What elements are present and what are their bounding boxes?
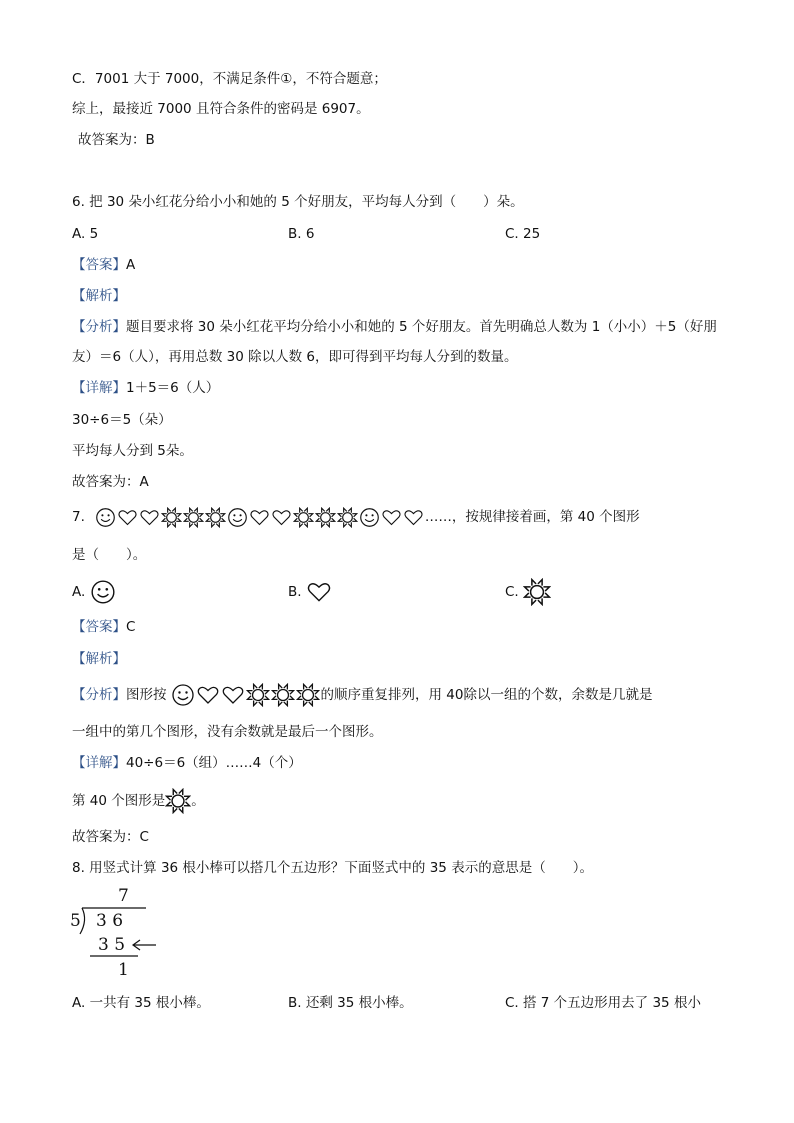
text-line: 故答案为：B: [78, 132, 155, 148]
detail-text: 。: [191, 793, 205, 809]
quotient: 7: [118, 886, 129, 906]
option-label: B.: [288, 584, 302, 600]
smiley-icon: [359, 507, 380, 528]
smiley-icon: [227, 507, 248, 528]
fenxi-text: 的顺序重复排列，用 40除以一组的个数，余数是几就是: [320, 687, 653, 703]
detail-line: 30÷6＝5（朵）: [72, 412, 172, 428]
answer-line: [72, 618, 135, 636]
heart-icon: [221, 683, 245, 707]
question-7-line2: 是（ ）。: [72, 547, 147, 563]
option-label: C.: [505, 584, 519, 600]
answer-line: [72, 256, 135, 274]
detail-text: 第 40 个图形是: [72, 793, 166, 809]
text-line: 综上，最接近 7000 且符合条件的密码是 6907。: [72, 101, 370, 117]
figure-sequence: [95, 505, 425, 529]
sun-icon: [161, 507, 182, 528]
heart-icon: [271, 507, 292, 528]
analysis-tag: 【解析】: [72, 288, 126, 304]
heart-icon: [196, 683, 220, 707]
analysis-line: 友）＝6（人），再用总数 30 除以人数 6，即可得到平均每人分到的数量。: [72, 349, 518, 365]
product: 3 5: [98, 935, 126, 955]
detail-line: [72, 788, 205, 814]
option-a: A. 一共有 35 根小棒。: [72, 995, 210, 1011]
heart-icon: [117, 507, 138, 528]
smiley-icon: [171, 683, 195, 707]
option-label: A.: [72, 584, 86, 600]
option-c: [505, 578, 551, 606]
analysis-line: [72, 318, 717, 336]
option-c: C. 搭 7 个五边形用去了 35 根小: [505, 995, 701, 1011]
analysis-tag: 【解析】: [72, 651, 126, 667]
text-line: C．7001 大于 7000，不满足条件①，不符合题意；: [72, 71, 387, 87]
fenxi-text: 题目要求将 30 朵小红花平均分给小小和她的 5 个好朋友。首先明确总人数为 1（小小）＋5（好朋: [126, 319, 717, 335]
option-a: A. 5: [72, 226, 99, 242]
detail-tag: 【详解】: [72, 380, 126, 396]
detail-tag: 【详解】: [72, 755, 126, 771]
answer-value: C: [126, 619, 136, 635]
fenxi-tag: 【分析】: [72, 687, 126, 703]
analysis-line: 一组中的第几个图形，没有余数就是最后一个图形。: [72, 724, 383, 740]
final-answer: 故答案为：C: [72, 829, 149, 845]
question-7: [72, 505, 640, 529]
heart-icon: [381, 507, 402, 528]
answer-tag: 【答案】: [72, 619, 126, 635]
option-b: [288, 578, 332, 606]
answer-tag: 【答案】: [72, 257, 126, 273]
question-8: 8. 用竖式计算 36 根小棒可以搭几个五边形？下面竖式中的 35 表示的意思是（ ）。: [72, 860, 593, 876]
detail-line: [72, 754, 302, 772]
heart-icon: [403, 507, 424, 528]
option-c: C. 25: [505, 226, 541, 242]
heart-icon: [139, 507, 160, 528]
question-number: 7.: [72, 509, 85, 525]
heart-icon: [306, 579, 332, 605]
answer-value: A: [126, 257, 136, 273]
divisor: 5: [70, 911, 81, 931]
detail-text: 40÷6＝6（组）……4（个）: [126, 755, 302, 771]
sun-icon: [271, 683, 295, 707]
smiley-icon: [90, 579, 116, 605]
question-6: 6. 把 30 朵小红花分给小小和她的 5 个好朋友，平均每人分到（ ）朵。: [72, 194, 524, 210]
sun-icon: [315, 507, 336, 528]
fenxi-text: 图形按: [126, 687, 167, 703]
fenxi-tag: 【分析】: [72, 319, 126, 335]
final-answer: 故答案为：A: [72, 474, 149, 490]
sun-icon: [165, 788, 191, 814]
detail-line: [72, 379, 219, 397]
analysis-line: [72, 683, 652, 707]
long-division: [68, 884, 168, 984]
dividend: 3 6: [96, 911, 124, 931]
question-text: ……，按规律接着画，第 40 个图形: [424, 509, 640, 525]
figure-group: [171, 683, 321, 707]
sun-icon: [296, 683, 320, 707]
option-b: B. 6: [288, 226, 315, 242]
sun-icon: [293, 507, 314, 528]
smiley-icon: [95, 507, 116, 528]
option-b: B. 还剩 35 根小棒。: [288, 995, 413, 1011]
remainder: 1: [118, 960, 129, 980]
heart-icon: [249, 507, 270, 528]
sun-icon: [337, 507, 358, 528]
detail-text: 1＋5＝6（人）: [126, 380, 220, 396]
sun-icon: [205, 507, 226, 528]
sun-icon: [523, 578, 551, 606]
detail-line: 平均每人分到 5朵。: [72, 443, 193, 459]
option-a: [72, 578, 116, 606]
sun-icon: [246, 683, 270, 707]
sun-icon: [183, 507, 204, 528]
